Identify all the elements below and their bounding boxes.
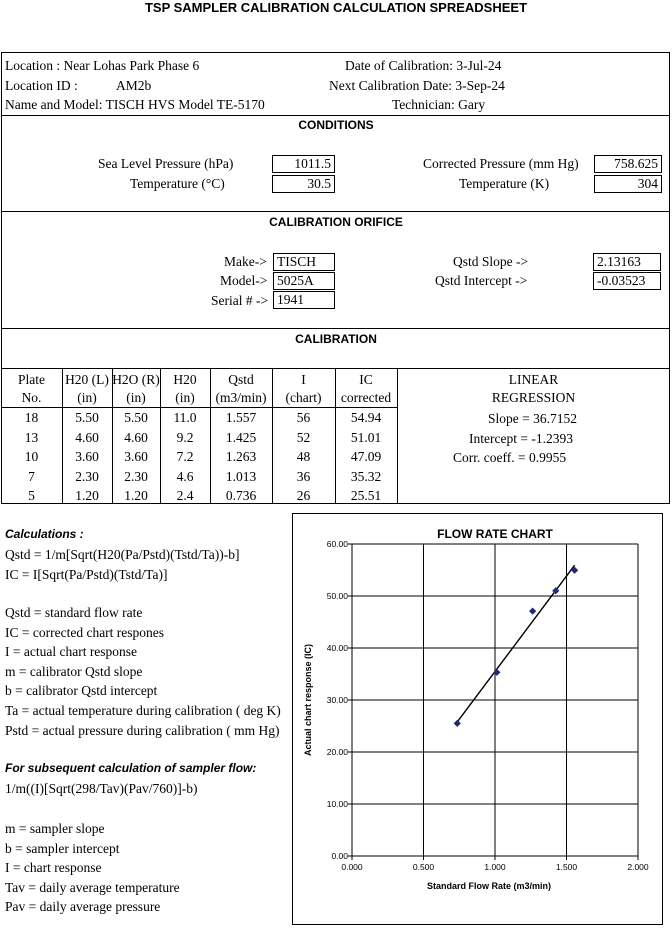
table-header: IC <box>359 372 373 387</box>
table-cell: 54.94 <box>350 410 382 425</box>
table-cell: 5 <box>28 488 35 503</box>
model-label: Model-> <box>220 273 268 288</box>
y-axis-label: Actual chart response (IC) <box>303 643 313 757</box>
table-header-unit: (in) <box>175 390 195 405</box>
data-point <box>454 720 461 727</box>
table-header-unit: (in) <box>77 390 97 405</box>
subsequent-formula: 1/m((I)[Sqrt(298/Tav)(Pav/760)]-b) <box>5 781 198 796</box>
y-tick-label: 10.00 <box>326 799 348 809</box>
table-cell: 0.736 <box>225 488 257 503</box>
table-cell: 47.09 <box>350 449 382 464</box>
subsequent-definition-item: m = sampler slope <box>5 821 105 836</box>
divider-calibration <box>1 328 670 329</box>
make-value: TISCH <box>273 253 335 271</box>
table-cell: 2.4 <box>176 488 194 503</box>
table-header: I <box>301 372 306 387</box>
subsequent-heading: For subsequent calculation of sampler flow: <box>5 761 257 775</box>
subsequent-definition-item: Tav = daily average temperature <box>5 879 180 895</box>
x-tick-label: 0.000 <box>341 862 363 872</box>
table-header-unit: corrected <box>340 390 392 405</box>
divider-orifice <box>1 211 670 212</box>
conditions-heading: CONDITIONS <box>298 118 374 132</box>
slp-value: 1011.5 <box>272 155 335 173</box>
subsequent-definition-item: Pav = daily average pressure <box>5 899 161 915</box>
qstd-formula: Qstd = 1/m[Sqrt(H20(Pa/Pstd)(Tstd/Ta))-b] <box>5 547 240 562</box>
table-cell: 3.60 <box>75 449 99 464</box>
regression-title-1: LINEAR <box>508 372 559 387</box>
flow-rate-chart <box>292 513 663 925</box>
regression-title-2: REGRESSION <box>491 390 576 405</box>
temp-c-label: Temperature (°C) <box>130 176 225 191</box>
table-cell: 3.60 <box>124 449 148 464</box>
x-tick-label: 0.500 <box>412 862 435 872</box>
table-cell: 26 <box>296 488 311 503</box>
table-cell: 25.51 <box>350 488 382 503</box>
temp-k-value: 304 <box>594 175 662 193</box>
table-cell: 5.50 <box>75 410 99 425</box>
table-cell: 7.2 <box>176 449 194 464</box>
serial-label: Serial # -> <box>211 293 269 308</box>
table-cell: 13 <box>24 429 39 445</box>
y-tick-label: 40.00 <box>326 643 348 653</box>
temp-c-value: 30.5 <box>272 175 335 193</box>
table-cell: 1.263 <box>225 449 257 464</box>
chart-title: FLOW RATE CHART <box>437 527 553 541</box>
definition-item: Qstd = standard flow rate <box>5 605 143 620</box>
qstd-slope-label: Qstd Slope -> <box>453 254 529 269</box>
table-cell: 1.20 <box>75 488 99 503</box>
slp-label: Sea Level Pressure (hPa) <box>98 156 234 171</box>
table-cell: 9.2 <box>176 429 194 445</box>
regression-intercept: Intercept = -1.2393 <box>469 431 573 446</box>
corrected-pressure-value: 758.625 <box>594 155 662 173</box>
chart-svg <box>293 514 662 924</box>
definition-item: Ta = actual temperature during calibration ( deg K) <box>5 703 281 718</box>
calculations-heading: Calculations : <box>5 527 84 541</box>
table-cell: 5.50 <box>124 410 148 425</box>
table-cell: 4.60 <box>124 429 148 445</box>
y-tick-label: 0.00 <box>331 851 348 861</box>
table-header: H20 (L) <box>65 372 109 387</box>
table-cell: 52 <box>296 429 311 445</box>
y-tick-label: 20.00 <box>326 747 348 757</box>
table-header-unit: No. <box>21 390 42 405</box>
definition-item: m = calibrator Qstd slope <box>5 663 143 679</box>
regression-slope: Slope = 36.7152 <box>488 411 577 426</box>
qstd-slope-value: 2.13163 <box>593 253 661 271</box>
x-tick-label: 1.000 <box>484 862 506 872</box>
name-model: Name and Model: TISCH HVS Model TE-5170 <box>5 97 265 112</box>
calibration-heading: CALIBRATION <box>295 332 377 346</box>
definition-item: Pstd = actual pressure during calibration ( mm Hg) <box>5 722 280 738</box>
table-cell: 1.20 <box>124 488 148 503</box>
ic-formula: IC = I[Sqrt(Pa/Pstd)(Tstd/Ta)] <box>5 567 168 582</box>
table-cell: 56 <box>296 410 311 425</box>
table-cell: 11.0 <box>173 410 197 425</box>
temp-k-label: Temperature (K) <box>459 176 550 191</box>
make-label: Make-> <box>224 254 267 269</box>
header-underline <box>1 407 397 408</box>
qstd-intercept-value: -0.03523 <box>593 272 661 290</box>
x-tick-label: 1.500 <box>555 862 578 872</box>
corrected-pressure-label: Corrected Pressure (mm Hg) <box>423 156 579 171</box>
x-axis-label: Standard Flow Rate (m3/min) <box>426 881 552 891</box>
divider-conditions <box>1 115 670 116</box>
table-cell: 18 <box>24 410 39 425</box>
data-point <box>493 669 500 676</box>
col-line-7 <box>397 368 398 504</box>
table-header: Qstd <box>228 372 254 387</box>
page-title: TSP SAMPLER CALIBRATION CALCULATION SPREADSHEET <box>144 0 528 15</box>
table-header-unit: (chart) <box>285 390 322 405</box>
table-cell: 4.60 <box>75 429 99 445</box>
location-id-label: Location ID : <box>5 78 78 93</box>
frame-top <box>1 52 670 53</box>
table-cell: 1.425 <box>225 429 257 445</box>
technician: Technician: Gary <box>392 97 486 112</box>
table-header: H20 <box>173 372 197 387</box>
table-cell: 48 <box>296 449 311 464</box>
data-point <box>529 608 536 615</box>
table-cell: 7 <box>28 468 35 484</box>
x-tick-label: 2.000 <box>627 862 649 872</box>
table-header-unit: (m3/min) <box>215 390 267 405</box>
table-cell: 36 <box>296 468 311 484</box>
table-cell: 10 <box>24 449 39 464</box>
serial-value: 1941 <box>273 291 335 309</box>
model-value: 5025A <box>273 272 335 290</box>
next-calibration-date: Next Calibration Date: 3-Sep-24 <box>329 78 505 93</box>
y-tick-label: 60.00 <box>326 539 348 549</box>
table-cell: 51.01 <box>350 429 382 445</box>
location: Location : Near Lohas Park Phase 6 <box>5 58 200 73</box>
qstd-intercept-label: Qstd Intercept -> <box>435 273 528 288</box>
subsequent-definition-item: b = sampler intercept <box>5 840 120 856</box>
table-cell: 4.6 <box>176 468 194 484</box>
definition-item: IC = corrected chart respones <box>5 624 165 640</box>
definition-item: b = calibrator Qstd intercept <box>5 683 158 699</box>
orifice-heading: CALIBRATION ORIFICE <box>269 215 403 229</box>
table-cell: 2.30 <box>75 468 99 484</box>
table-cell: 1.013 <box>225 468 257 484</box>
table-cell: 35.32 <box>350 468 382 484</box>
definition-item: I = actual chart response <box>5 644 138 660</box>
y-tick-label: 50.00 <box>326 591 348 601</box>
regression-corr: Corr. coeff. = 0.9955 <box>453 450 567 465</box>
date-of-calibration: Date of Calibration: 3-Jul-24 <box>345 58 502 73</box>
location-id-value: AM2b <box>116 78 152 93</box>
y-tick-label: 30.00 <box>326 695 348 705</box>
table-header: Plate <box>18 372 45 387</box>
table-cell: 1.557 <box>225 410 257 425</box>
table-cell: 2.30 <box>124 468 148 484</box>
table-header: H2O (R) <box>112 372 160 387</box>
table-header-unit: (in) <box>126 390 146 405</box>
subsequent-definition-item: I = chart response <box>5 860 102 876</box>
